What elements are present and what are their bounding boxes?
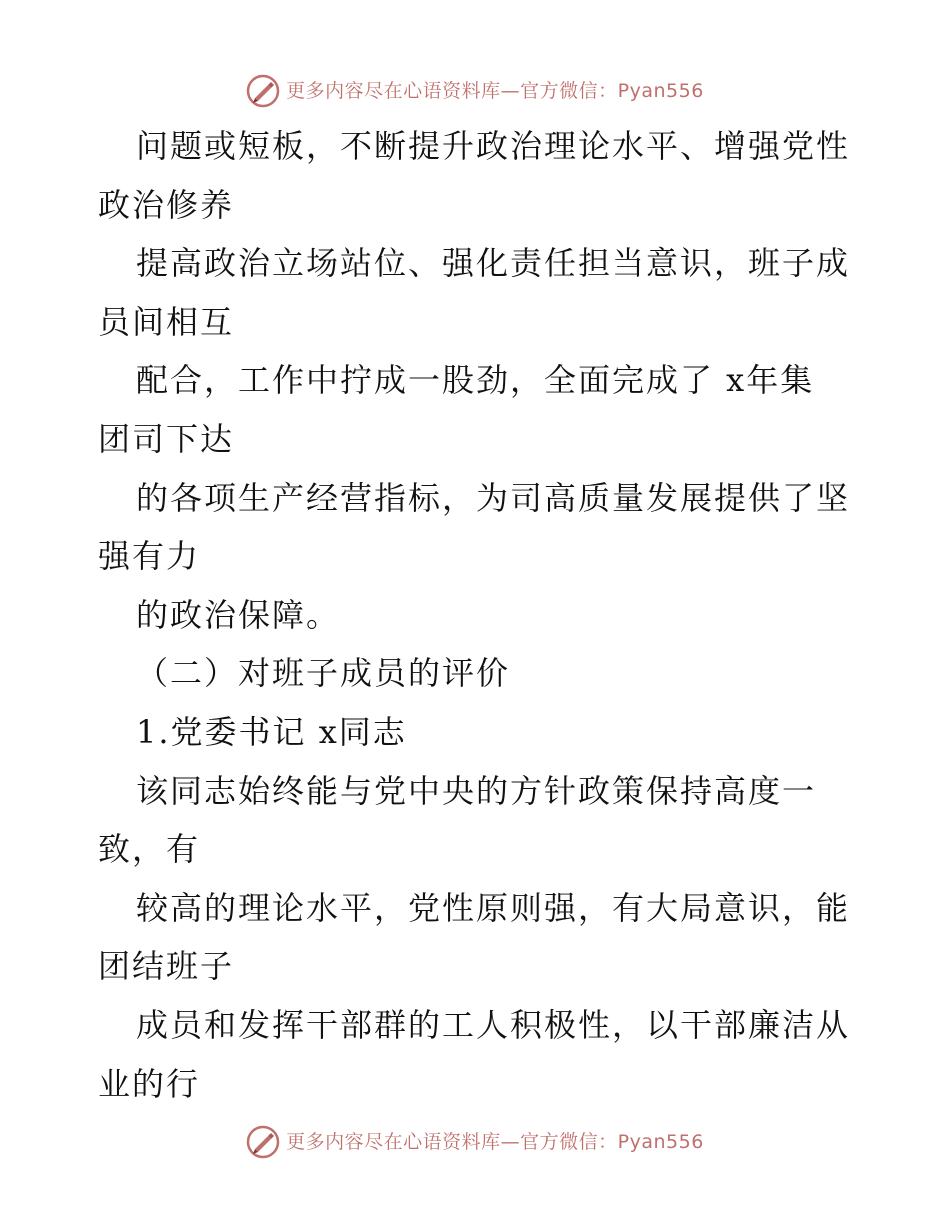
watermark-text: 更多内容尽在心语资料库—官方微信：Pyan556 xyxy=(286,1130,704,1153)
footer-watermark xyxy=(0,1125,950,1159)
document-body xyxy=(98,117,858,1113)
text-line: （二）对班子成员的评价 xyxy=(136,654,511,693)
text-line: 业的行 xyxy=(98,1064,201,1103)
header-watermark xyxy=(0,74,950,108)
text-line: 强有力 xyxy=(98,537,201,576)
text-line: 配合，工作中拧成一股劲，全面完成了 x年集 xyxy=(136,361,815,400)
text-line: 该同志始终能与党中央的方针政策保持高度一 xyxy=(136,771,817,810)
pen-seal-logo-icon xyxy=(246,74,280,108)
text-line: 致，有 xyxy=(98,830,201,869)
text-line: 团结班子 xyxy=(98,947,235,986)
pen-seal-logo-icon xyxy=(246,1125,280,1159)
text-line: 较高的理论水平，党性原则强，有大局意识，能 xyxy=(136,888,851,927)
text-line: 的政治保障。 xyxy=(136,595,341,634)
text-line: 问题或短板，不断提升政治理论水平、增强党性 xyxy=(136,127,851,165)
text-line: 政治修养 xyxy=(98,185,235,224)
watermark-text: 更多内容尽在心语资料库—官方微信：Pyan556 xyxy=(286,79,704,102)
text-line: 员间相互 xyxy=(98,302,235,341)
text-line: 的各项生产经营指标，为司高质量发展提供了坚 xyxy=(136,478,851,517)
text-line: 成员和发挥干部群的工人积极性，以干部廉洁从 xyxy=(136,1005,851,1044)
text-line: 团司下达 xyxy=(98,419,235,458)
text-line: 提高政治立场站位、强化责任担当意识，班子成 xyxy=(136,244,851,283)
text-line: 1.党委书记 x同志 xyxy=(136,712,407,751)
